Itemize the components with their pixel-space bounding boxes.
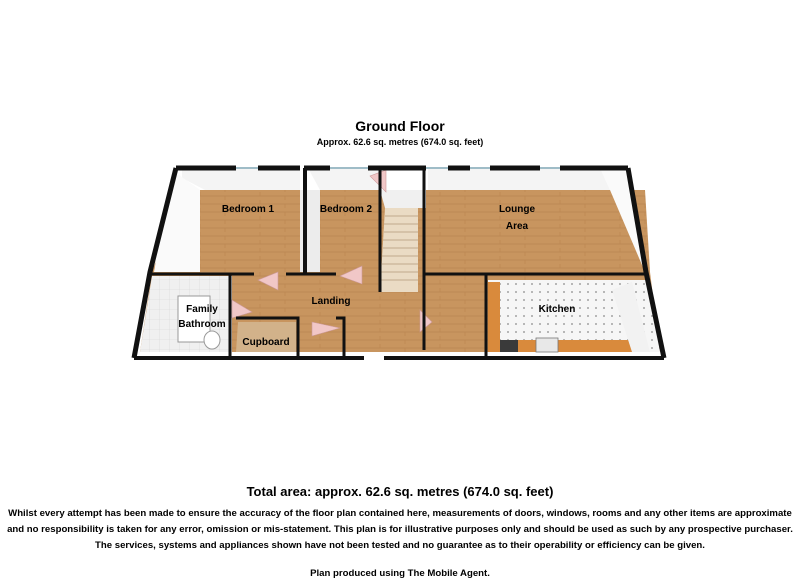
total-area: Total area: approx. 62.6 sq. metres (674.0 sq. feet): [246, 484, 554, 499]
plan-credit: Plan produced using The Mobile Agent.: [310, 568, 490, 579]
disclaimer-text: Whilst every attempt has been made to ensure the accuracy of the floor plan contained here, measurements of doors, windows, rooms and any other items are approximate and no responsibility is taken for any error, omission or mis-statement. This plan is for illustrative purposes only and should be used as such by any prospective purchaser. The services, systems and appliances shown have not been tested and no guarantee as to their operability or efficiency can be given.: [7, 508, 793, 551]
label-kitchen: Kitchen: [538, 304, 576, 315]
floor-area-subtitle: Approx. 62.6 sq. metres (674.0 sq. feet): [316, 137, 484, 147]
label-area: Area: [505, 221, 529, 232]
label-bedroom-2: Bedroom 2: [319, 204, 373, 215]
floor-title: Ground Floor: [355, 118, 445, 134]
label-bathroom: Bathroom: [178, 319, 226, 330]
label-lounge: Lounge: [498, 204, 536, 215]
bedroom1-wall-face: [182, 168, 300, 190]
label-bedroom-1: Bedroom 1: [221, 204, 275, 215]
floor-plan: [0, 150, 800, 380]
label-family: Family: [186, 304, 218, 315]
label-landing: Landing: [311, 296, 351, 307]
label-cupboard: Cupboard: [242, 337, 290, 348]
